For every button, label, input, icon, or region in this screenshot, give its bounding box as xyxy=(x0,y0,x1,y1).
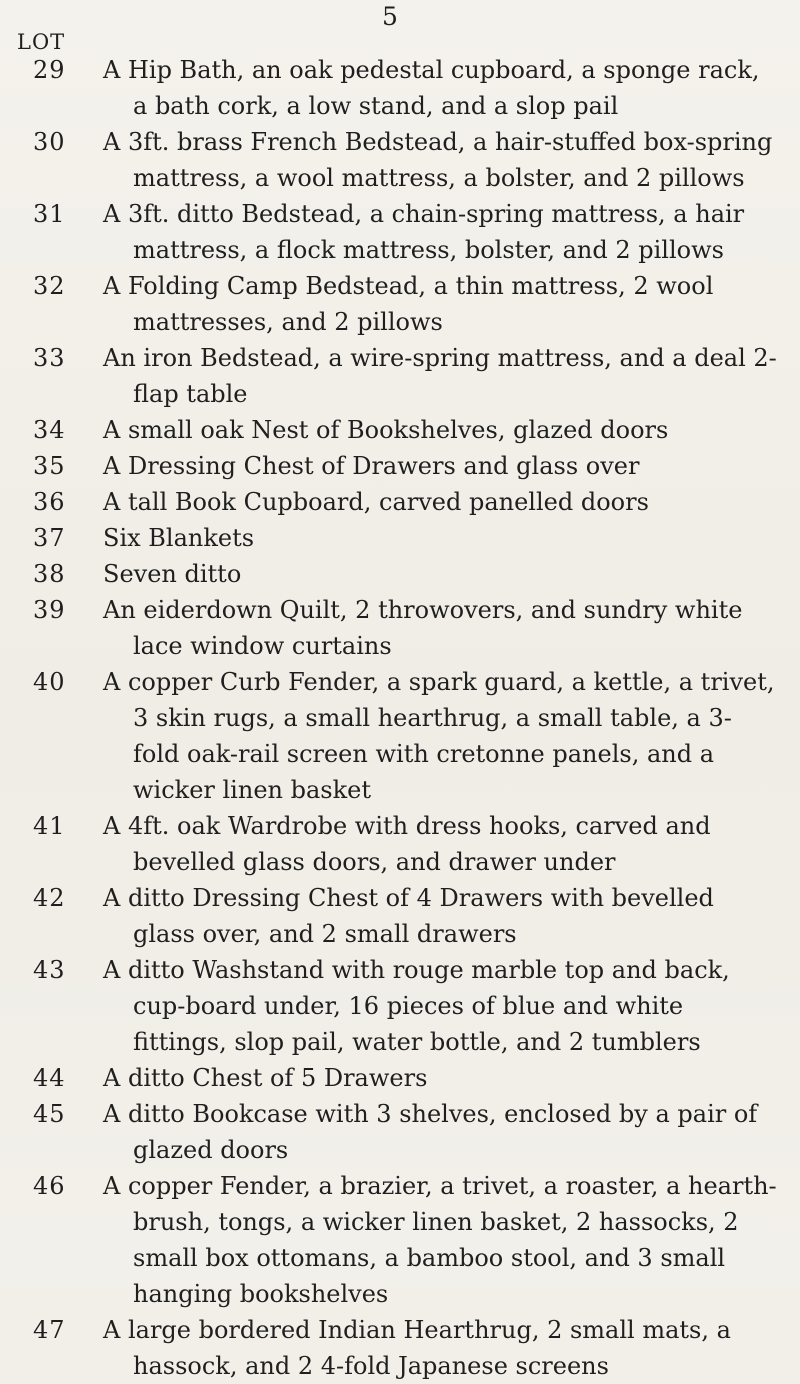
lot-entry xyxy=(0,1312,800,1384)
lot-description: A ditto Washstand with rouge marble top and back, cup-board under, 16 pieces of blue and white fittings, slop pail, water bottle, and 2 tumblers xyxy=(103,956,730,1056)
lot-number: 39 xyxy=(33,596,66,624)
lot-entry xyxy=(0,520,800,556)
lot-entry xyxy=(0,484,800,520)
lot-number: 34 xyxy=(33,416,66,444)
lot-description: A copper Curb Fender, a spark guard, a kettle, a trivet, 3 skin rugs, a small hearthrug, a small table, a 3-fold oak-rail screen with cretonne panels, and a wicker linen basket xyxy=(103,668,775,804)
lot-description: Six Blankets xyxy=(103,524,255,552)
lot-number: 31 xyxy=(33,200,66,228)
lot-description: A 3ft. brass French Bedstead, a hair-stuffed box-spring mattress, a wool mattress, a bolster, and 2 pillows xyxy=(103,128,773,192)
lot-number: 35 xyxy=(33,452,66,480)
lot-number: 36 xyxy=(33,488,66,516)
lot-number: 44 xyxy=(33,1064,66,1092)
lot-description: A tall Book Cupboard, carved panelled doors xyxy=(103,488,649,516)
lot-entry xyxy=(0,880,800,952)
lot-entry xyxy=(0,124,800,196)
lot-number: 37 xyxy=(33,524,66,552)
lot-number: 33 xyxy=(33,344,66,372)
lot-number: 43 xyxy=(33,956,66,984)
lot-description: A ditto Bookcase with 3 shelves, enclosed by a pair of glazed doors xyxy=(103,1100,758,1164)
lot-number: 30 xyxy=(33,128,66,156)
lot-number: 38 xyxy=(33,560,66,588)
lot-number: 29 xyxy=(33,56,66,84)
lot-description: A Hip Bath, an oak pedestal cupboard, a sponge rack, a bath cork, a low stand, and a slop pail xyxy=(103,56,760,120)
lot-list xyxy=(0,52,800,1384)
lot-description: A 3ft. ditto Bedstead, a chain-spring mattress, a hair mattress, a flock mattress, bolster, and 2 pillows xyxy=(103,200,745,264)
lot-description: A Folding Camp Bedstead, a thin mattress, 2 wool mattresses, and 2 pillows xyxy=(103,272,714,336)
lot-number: 47 xyxy=(33,1316,66,1344)
lot-number: 40 xyxy=(33,668,66,696)
lot-entry xyxy=(0,592,800,664)
lot-entry xyxy=(0,664,800,808)
lot-description: A ditto Dressing Chest of 4 Drawers with bevelled glass over, and 2 small drawers xyxy=(103,884,714,948)
lot-description: A 4ft. oak Wardrobe with dress hooks, carved and bevelled glass doors, and drawer under xyxy=(103,812,711,876)
lot-column-header: LOT xyxy=(17,30,66,54)
lot-entry xyxy=(0,196,800,268)
lot-entry xyxy=(0,52,800,124)
lot-description: A large bordered Indian Hearthrug, 2 small mats, a hassock, and 2 4-fold Japanese screens xyxy=(103,1316,731,1380)
lot-description: Seven ditto xyxy=(103,560,242,588)
lot-description: A copper Fender, a brazier, a trivet, a roaster, a hearth-brush, tongs, a wicker linen basket, 2 hassocks, 2 small box ottomans, a bamboo stool, and 3 small hanging bookshelves xyxy=(103,1172,777,1308)
lot-description: An iron Bedstead, a wire-spring mattress, and a deal 2-flap table xyxy=(103,344,777,408)
lot-entry xyxy=(0,448,800,484)
lot-entry xyxy=(0,1168,800,1312)
lot-description: A Dressing Chest of Drawers and glass over xyxy=(103,452,640,480)
lot-entry xyxy=(0,412,800,448)
lot-number: 46 xyxy=(33,1172,66,1200)
lot-entry xyxy=(0,340,800,412)
lot-number: 42 xyxy=(33,884,66,912)
lot-description: An eiderdown Quilt, 2 throwovers, and sundry white lace window curtains xyxy=(103,596,743,660)
lot-entry xyxy=(0,1060,800,1096)
lot-description: A ditto Chest of 5 Drawers xyxy=(103,1064,428,1092)
lot-number: 45 xyxy=(33,1100,66,1128)
lot-entry xyxy=(0,808,800,880)
lot-description: A small oak Nest of Bookshelves, glazed doors xyxy=(103,416,669,444)
lot-number: 41 xyxy=(33,812,66,840)
lot-entry xyxy=(0,1096,800,1168)
lot-number: 32 xyxy=(33,272,66,300)
lot-entry xyxy=(0,556,800,592)
page-number: 5 xyxy=(382,2,399,31)
lot-entry xyxy=(0,268,800,340)
lot-entry xyxy=(0,952,800,1060)
